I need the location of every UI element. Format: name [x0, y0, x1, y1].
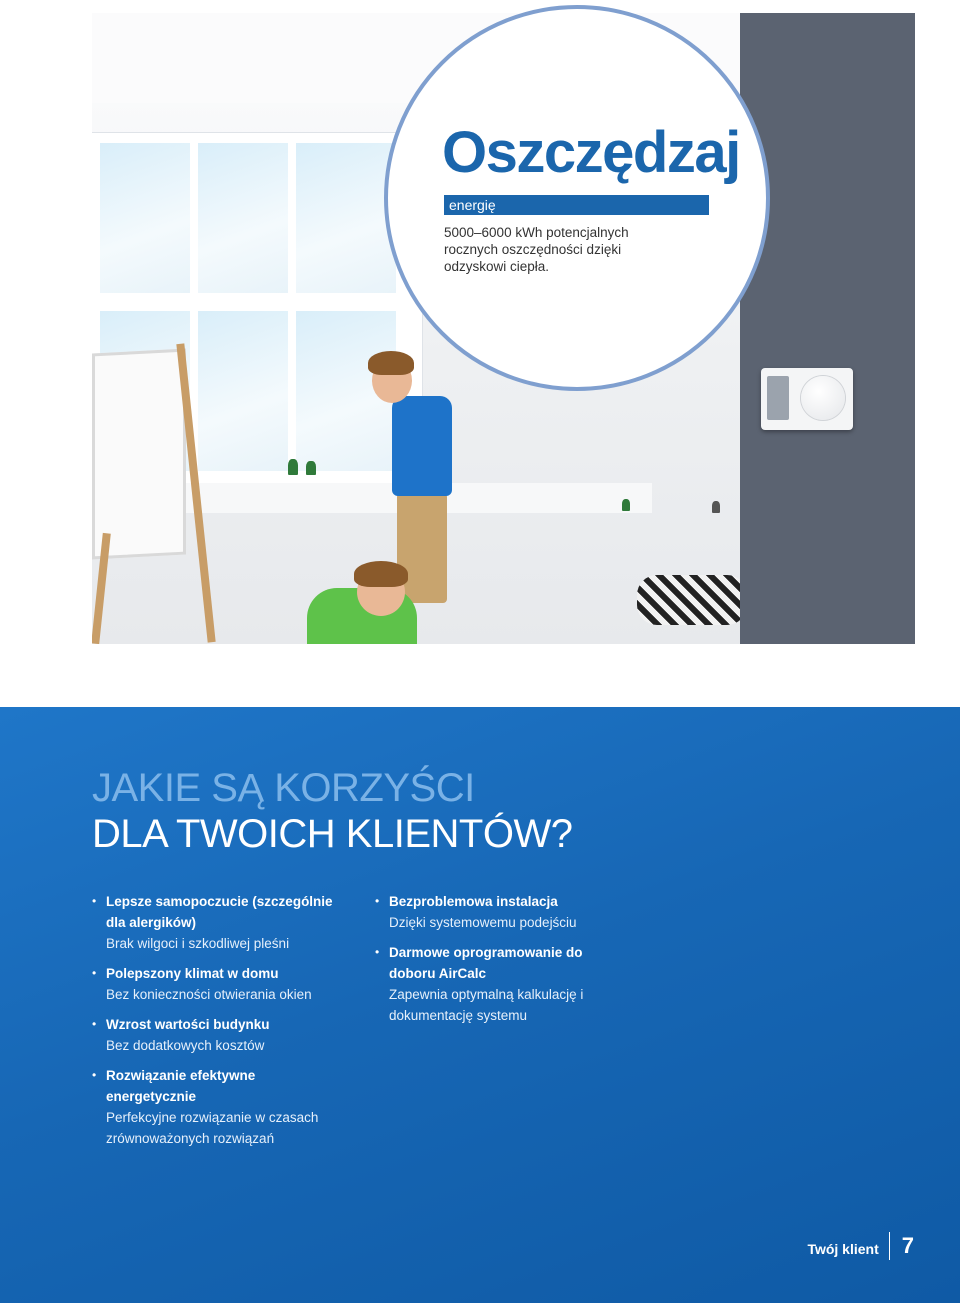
page-number: 7	[901, 1233, 914, 1258]
bullet: •	[92, 894, 97, 908]
kid-standing-shirt	[392, 396, 452, 496]
list-item	[375, 942, 625, 1026]
callout-subtitle: energię	[444, 195, 709, 215]
footer-divider	[889, 1232, 890, 1260]
list-item	[92, 963, 342, 1005]
dark-wall	[740, 13, 915, 644]
callout-text: 5000–6000 kWh potencjalnych rocznych oszczędności dzięki odzyskowi ciepła.	[444, 225, 629, 274]
page-footer	[807, 1232, 914, 1260]
thermostat-dial	[801, 376, 845, 420]
item-title: Darmowe oprogramowanie do doboru AirCalc	[389, 945, 583, 981]
item-title: Wzrost wartości budynku	[106, 1017, 270, 1032]
pillow	[637, 575, 747, 625]
heading-line-1: JAKIE SĄ KORZYŚCI	[92, 766, 475, 810]
section-label: Twój klient	[807, 1241, 879, 1257]
list-item	[92, 1065, 342, 1149]
item-desc: Perfekcyjne rozwiązanie w czasach zrównoważonych rozwiązań	[106, 1110, 319, 1146]
bullet: •	[92, 1068, 97, 1082]
list-item	[375, 891, 625, 933]
callout-title: Oszczędzaj	[442, 120, 740, 185]
heading-line-2: DLA TWOICH KLIENTÓW?	[92, 812, 573, 856]
bullet: •	[375, 894, 380, 908]
benefits-list-left	[92, 891, 342, 1158]
item-title: Lepsze samopoczucie (szczególnie dla alergików)	[106, 894, 333, 930]
bullet: •	[92, 1017, 97, 1031]
item-desc: Zapewnia optymalną kalkulację i dokumentację systemu	[389, 987, 584, 1023]
bullet: •	[92, 966, 97, 980]
item-desc: Bez konieczności otwierania okien	[106, 987, 312, 1002]
list-item	[92, 1014, 342, 1056]
benefits-heading	[92, 765, 572, 857]
item-desc: Bez dodatkowych kosztów	[106, 1038, 265, 1053]
thermostat-screen	[767, 376, 789, 420]
easel-whiteboard	[92, 349, 186, 560]
item-title: Polepszony klimat w domu	[106, 966, 279, 981]
item-desc: Dzięki systemowemu podejściu	[389, 915, 577, 930]
benefits-list-right	[375, 891, 625, 1035]
list-item	[92, 891, 342, 954]
item-title: Rozwiązanie efektywne energetycznie	[106, 1068, 256, 1104]
bullet: •	[375, 945, 380, 959]
thermostat	[761, 368, 853, 430]
item-title: Bezproblemowa instalacja	[389, 894, 558, 909]
item-desc: Brak wilgoci i szkodliwej pleśni	[106, 936, 290, 951]
